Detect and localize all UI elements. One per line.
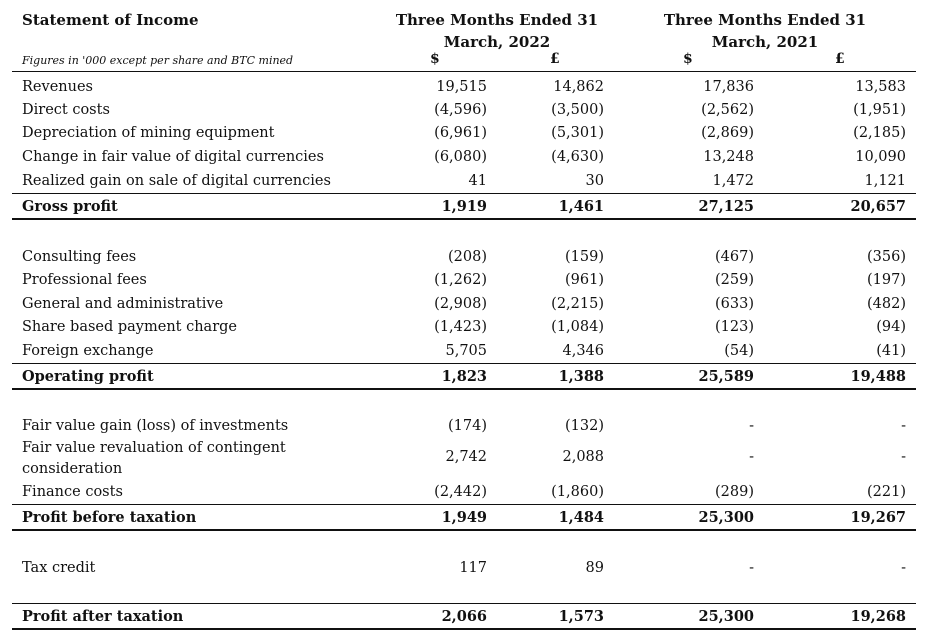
- row-value: (208): [448, 249, 487, 265]
- table-row: [0, 316, 930, 338]
- row-value: 13,583: [855, 79, 906, 95]
- table-row: [0, 340, 930, 362]
- row-value: (94): [876, 319, 906, 335]
- row-value: 1,949: [441, 509, 487, 526]
- table-row: [0, 246, 930, 268]
- statement-title: Statement of Income: [22, 11, 199, 29]
- row-value: (4,596): [434, 102, 487, 118]
- table-row: [0, 146, 930, 168]
- row-value: (1,084): [551, 319, 604, 335]
- row-value: 89: [585, 560, 604, 576]
- table-row: [0, 170, 930, 192]
- row-value: 25,300: [698, 509, 754, 526]
- row-value: -: [901, 449, 906, 465]
- row-value: 2,066: [441, 608, 487, 625]
- header-rule: [12, 71, 916, 72]
- row-label: General and administrative: [22, 296, 224, 312]
- row-value: (1,423): [434, 319, 487, 335]
- table-row: [0, 122, 930, 144]
- row-value: 1,461: [558, 198, 604, 215]
- row-value: (2,215): [551, 296, 604, 312]
- row-label: Direct costs: [22, 102, 110, 118]
- row-value: (289): [715, 484, 754, 500]
- row-value: 1,823: [441, 368, 487, 385]
- row-value: 1,388: [558, 368, 604, 385]
- row-label: Realized gain on sale of digital currencies: [22, 173, 331, 189]
- total-rule: [12, 388, 916, 390]
- row-value: (259): [715, 272, 754, 288]
- row-value: 5,705: [445, 343, 487, 359]
- period-2022-header: Three Months Ended 31 March, 2022: [395, 11, 599, 51]
- row-value: 17,836: [703, 79, 754, 95]
- table-row: [0, 269, 930, 291]
- row-value: 1,573: [558, 608, 604, 625]
- currency-gbp-2022: £: [550, 51, 560, 67]
- total-rule: [12, 529, 916, 531]
- table-row: [0, 507, 930, 529]
- row-label: Finance costs: [22, 484, 123, 500]
- row-label: Depreciation of mining equipment: [22, 125, 275, 141]
- row-label: Operating profit: [22, 368, 154, 385]
- row-label: Consulting fees: [22, 249, 137, 265]
- table-row: [0, 366, 930, 388]
- row-value: (2,908): [434, 296, 487, 312]
- row-value: -: [749, 449, 754, 465]
- row-value: -: [901, 560, 906, 576]
- table-row: [0, 606, 930, 628]
- total-rule: [12, 193, 916, 194]
- table-row: [0, 99, 930, 121]
- row-value: (221): [867, 484, 906, 500]
- table-row: [0, 293, 930, 315]
- currency-gbp-2021: £: [835, 51, 845, 67]
- row-label: Fair value revaluation of contingent consideration: [22, 440, 286, 477]
- row-value: (123): [715, 319, 754, 335]
- row-value: (2,562): [701, 102, 754, 118]
- row-value: 19,267: [850, 509, 906, 526]
- row-value: (4,630): [551, 149, 604, 165]
- row-value: 19,488: [850, 368, 906, 385]
- row-value: 13,248: [703, 149, 754, 165]
- row-label: Profit before taxation: [22, 509, 197, 526]
- row-value: (467): [715, 249, 754, 265]
- currency-usd-2022: $: [430, 51, 440, 67]
- row-label: Fair value gain (loss) of investments: [22, 418, 289, 434]
- total-rule: [12, 603, 916, 604]
- row-label: Gross profit: [22, 198, 118, 215]
- table-row: [0, 76, 930, 98]
- row-value: 2,088: [562, 449, 604, 465]
- table-row: [0, 440, 930, 477]
- row-label: Tax credit: [22, 560, 96, 576]
- row-value: 1,919: [441, 198, 487, 215]
- row-value: (1,951): [853, 102, 906, 118]
- row-value: (2,185): [853, 125, 906, 141]
- row-value: (2,869): [701, 125, 754, 141]
- row-value: (633): [715, 296, 754, 312]
- row-value: 117: [459, 560, 487, 576]
- total-rule: [12, 363, 916, 364]
- row-value: (174): [448, 418, 487, 434]
- table-row: [0, 557, 930, 579]
- currency-usd-2021: $: [683, 51, 693, 67]
- row-value: (1,262): [434, 272, 487, 288]
- figures-note: Figures in '000 except per share and BTC mined: [22, 54, 294, 67]
- row-value: (482): [867, 296, 906, 312]
- row-value: 30: [585, 173, 604, 189]
- row-value: 41: [468, 173, 487, 189]
- row-value: 1,472: [712, 173, 754, 189]
- row-value: 1,484: [558, 509, 604, 526]
- row-label: Foreign exchange: [22, 343, 154, 359]
- row-value: (54): [724, 343, 754, 359]
- row-value: (6,961): [434, 125, 487, 141]
- row-value: (6,080): [434, 149, 487, 165]
- row-value: 19,515: [436, 79, 487, 95]
- row-value: (3,500): [551, 102, 604, 118]
- table-row: [0, 415, 930, 437]
- row-value: -: [749, 560, 754, 576]
- row-value: (41): [876, 343, 906, 359]
- row-label: Share based payment charge: [22, 319, 238, 335]
- row-label: Revenues: [22, 79, 93, 95]
- row-value: 2,742: [445, 449, 487, 465]
- row-value: 25,300: [698, 608, 754, 625]
- total-rule: [12, 218, 916, 220]
- row-label: Profit after taxation: [22, 608, 184, 625]
- row-value: (2,442): [434, 484, 487, 500]
- row-value: (1,860): [551, 484, 604, 500]
- row-value: (356): [867, 249, 906, 265]
- row-value: -: [901, 418, 906, 434]
- table-row: [0, 196, 930, 218]
- row-value: (5,301): [551, 125, 604, 141]
- row-value: 19,268: [850, 608, 906, 625]
- row-value: 4,346: [562, 343, 604, 359]
- row-value: (132): [565, 418, 604, 434]
- row-value: 14,862: [553, 79, 604, 95]
- row-value: 25,589: [698, 368, 754, 385]
- row-value: 20,657: [850, 198, 906, 215]
- table-row: [0, 481, 930, 503]
- row-label: Change in fair value of digital currencies: [22, 149, 324, 165]
- total-rule: [12, 628, 916, 630]
- row-value: (159): [565, 249, 604, 265]
- row-value: 27,125: [698, 198, 754, 215]
- row-value: 1,121: [864, 173, 906, 189]
- total-rule: [12, 504, 916, 505]
- row-value: (961): [565, 272, 604, 288]
- row-label: Professional fees: [22, 272, 147, 288]
- row-value: (197): [867, 272, 906, 288]
- period-2021-header: Three Months Ended 31 March, 2021: [663, 11, 867, 51]
- row-value: -: [749, 418, 754, 434]
- row-value: 10,090: [855, 149, 906, 165]
